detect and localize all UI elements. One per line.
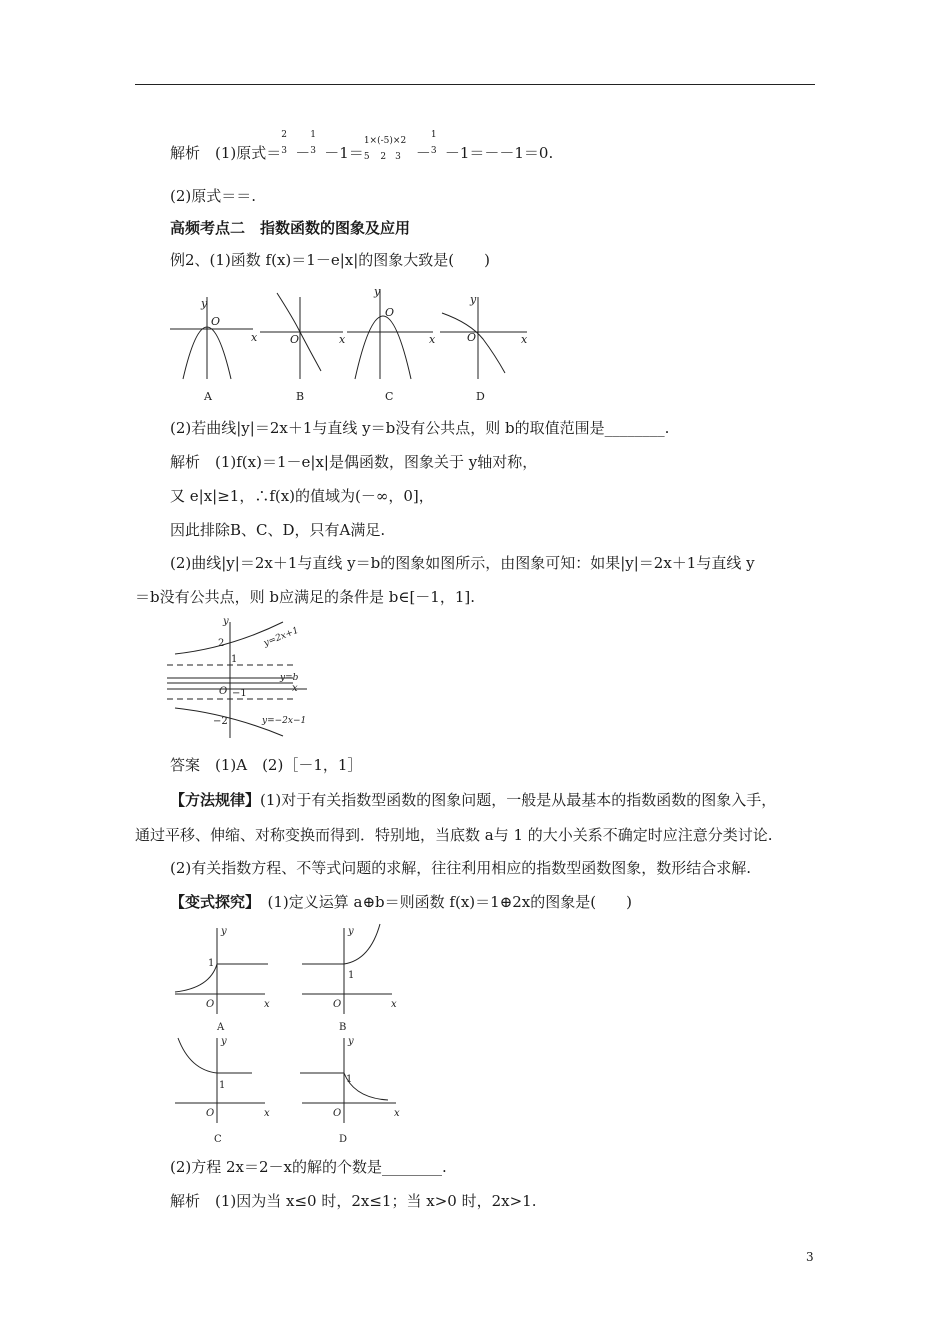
- m2: )×: [389, 136, 401, 146]
- method-rule-tag: 【方法规律】: [170, 791, 261, 809]
- compound-exponent: [363, 136, 416, 163]
- x-label: x: [292, 683, 298, 694]
- example-2-question: 例2、(1)函数 f(x)＝1－e|x|的图象大致是( ): [170, 251, 490, 269]
- x-label: x: [251, 331, 258, 344]
- y-label: y: [470, 293, 477, 306]
- variant-text: (1)定义运算 a⊕b＝则函数 f(x)＝1⊕2x的图象是( ): [252, 893, 632, 911]
- tick-m1: −1: [232, 688, 247, 699]
- tick-2: 2: [218, 638, 225, 649]
- text: －1＝－－1＝0.: [444, 144, 554, 162]
- option-label-d: D: [476, 390, 485, 403]
- figure-example2-options: [165, 283, 535, 405]
- n3: 2: [400, 136, 407, 146]
- figure-variant-options: [170, 920, 410, 1150]
- text: 解析 (1)原式＝: [170, 144, 282, 162]
- n1: 1: [363, 136, 370, 146]
- option-label-a: A: [204, 390, 212, 403]
- tick-m2: −2: [213, 716, 228, 727]
- numerator: 2: [281, 130, 287, 140]
- solution-line: (2)曲线|y|＝2x＋1与直线 y＝b的图象如图所示，由图象可知：如果|y|＝2x＋1与直线 y: [170, 554, 755, 572]
- m1: ×(-: [369, 136, 384, 146]
- section-heading: 高频考点二 指数函数的图象及应用: [170, 219, 411, 237]
- y-label: y: [201, 297, 208, 310]
- figure-curve-and-line: [165, 614, 310, 739]
- method-rule-line: [170, 790, 776, 810]
- x-label: x: [429, 333, 436, 346]
- option-label-d: D: [339, 1134, 348, 1145]
- solution-line: 解析 (1)因为当 x≤0 时，2x≤1；当 x>0 时，2x>1.: [170, 1192, 537, 1210]
- d2: 2: [380, 152, 387, 162]
- option-label-b: B: [339, 1022, 347, 1033]
- y-label: y: [223, 616, 229, 627]
- tick-1: 1: [219, 1080, 226, 1091]
- origin-label: O: [211, 315, 221, 328]
- y-label: y: [221, 926, 227, 937]
- tick-1: 1: [346, 1074, 353, 1085]
- tick-1: 1: [348, 970, 355, 981]
- origin-label: O: [219, 686, 228, 697]
- header-rule: [135, 84, 815, 85]
- denominator: 3: [430, 146, 437, 156]
- variant-question-line: [170, 892, 632, 912]
- origin-label: O: [333, 1108, 342, 1119]
- y-label: y: [374, 285, 381, 298]
- origin-label: O: [206, 999, 215, 1010]
- fraction: [281, 130, 295, 163]
- fraction: [430, 130, 445, 163]
- origin-label: O: [206, 1108, 215, 1119]
- origin-label: O: [385, 306, 395, 319]
- x-label: x: [264, 999, 270, 1010]
- solution-line: 解析 (1)f(x)＝1－e|x|是偶函数，图象关于 y轴对称，: [170, 453, 538, 471]
- label-line-b: y=b: [280, 673, 299, 683]
- origin-label: O: [333, 999, 342, 1010]
- variant-tag: 【变式探究】: [170, 893, 253, 911]
- method-rule-line-2: 通过平移、伸缩、对称变换而得到．特别地，当底数 a与 1 的大小关系不确定时应注意分类讨论.: [135, 826, 773, 844]
- example-2-question-2: (2)若曲线|y|＝2x＋1与直线 y＝b没有公共点，则 b的取值范围是________.: [170, 419, 670, 437]
- y-label: y: [348, 926, 354, 937]
- denominator: 3: [310, 146, 316, 156]
- x-label: x: [394, 1108, 400, 1119]
- x-label: x: [339, 333, 346, 346]
- text: －1＝: [324, 144, 364, 162]
- method-rule-line-3: (2)有关指数方程、不等式问题的求解，往往利用相应的指数型函数图象，数形结合求解.: [170, 859, 752, 877]
- x-label: x: [264, 1108, 270, 1119]
- page-number: 3: [806, 1250, 814, 1264]
- option-label-a: A: [217, 1022, 225, 1033]
- numerator: 1: [430, 130, 437, 140]
- text: －: [415, 144, 431, 162]
- option-label-c: C: [214, 1134, 222, 1145]
- curve-c: [355, 316, 411, 379]
- x-label: x: [391, 999, 397, 1010]
- d1: 5: [363, 152, 370, 162]
- label-bottom-curve: y=−2x−1: [262, 716, 307, 726]
- tick-1: 1: [208, 958, 215, 969]
- option-label-c: C: [385, 390, 394, 403]
- origin-label: O: [467, 331, 477, 344]
- numerator: 1: [310, 130, 316, 140]
- fraction: [310, 130, 324, 163]
- method-rule-text: (1)对于有关指数型函数的图象问题，一般是从最基本的指数函数的图象入手，: [260, 791, 777, 809]
- d3: 3: [395, 152, 401, 162]
- answer-line: 答案 (1)A (2)［－1，1］: [170, 756, 363, 774]
- solution-line: 因此排除B、C、D，只有A满足.: [170, 521, 386, 539]
- origin-label: O: [290, 333, 300, 346]
- n2: 5: [383, 136, 390, 146]
- solution-line: ＝b没有公共点，则 b应满足的条件是 b∈[－1，1].: [135, 588, 476, 606]
- option-label-b: B: [296, 390, 305, 403]
- variant-question-2: (2)方程 2x＝2－x的解的个数是________.: [170, 1158, 447, 1176]
- curve-c: [178, 1038, 217, 1073]
- label-top-curve: y=2x+1: [262, 625, 301, 649]
- y-label: y: [348, 1036, 354, 1047]
- y-label: y: [221, 1036, 227, 1047]
- denominator: 3: [281, 146, 287, 156]
- tick-1: 1: [231, 654, 238, 665]
- solution-line: 又 e|x|≥1，∴f(x)的值域为(－∞，0]，: [170, 487, 434, 505]
- solution-line-2: (2)原式＝＝.: [170, 187, 257, 205]
- text: －: [295, 144, 311, 162]
- solution-line-1: [170, 130, 554, 163]
- x-label: x: [521, 333, 528, 346]
